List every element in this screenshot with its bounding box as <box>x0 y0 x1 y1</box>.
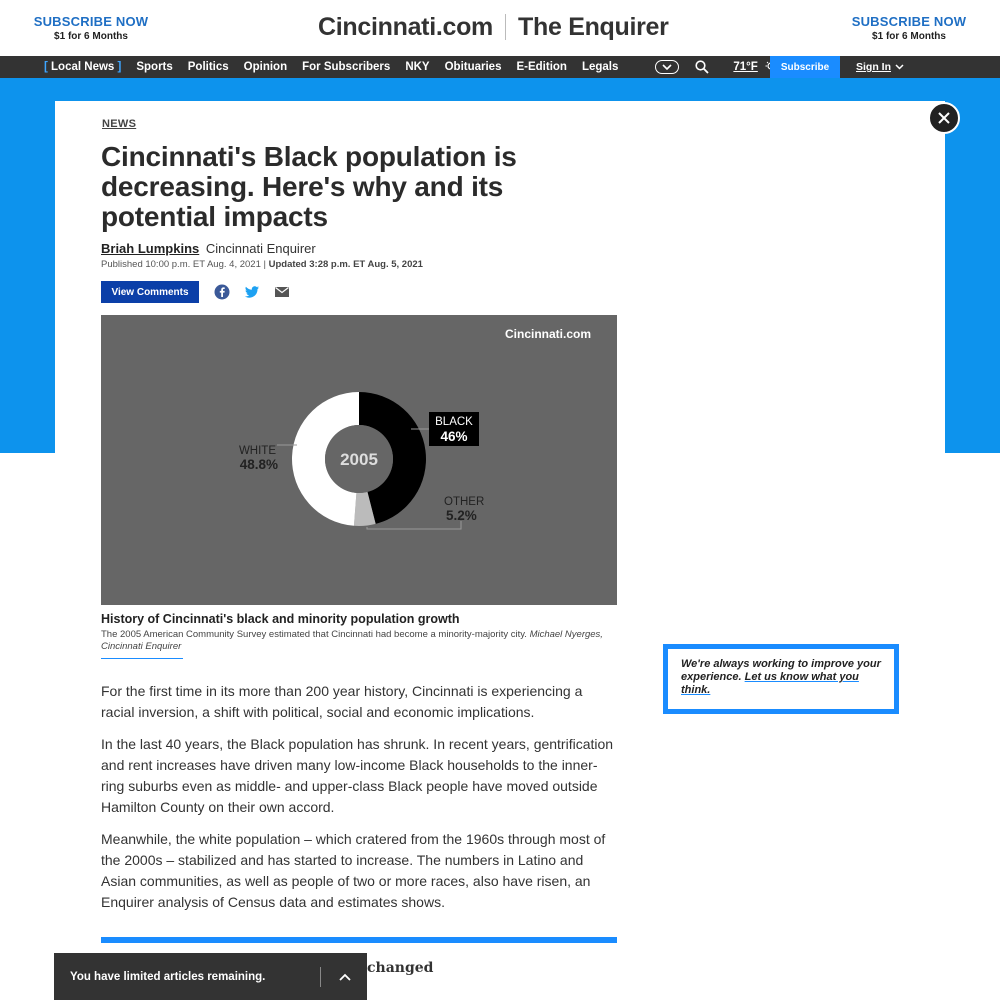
dates-divider: | <box>263 259 269 270</box>
masthead-logo[interactable] <box>318 10 669 44</box>
article-body <box>101 118 617 943</box>
feedback-text: We're always working to improve your experience. <box>681 658 881 683</box>
caption-credit: Michael Nyerges, Cincinnati Enquirer <box>101 629 603 652</box>
subscribe-promo-offer[interactable]: $1 for 6 Months <box>872 31 946 42</box>
subscribe-promo-left[interactable] <box>26 14 156 42</box>
nav-item-obituaries[interactable]: Obituaries <box>444 61 502 73</box>
donut-center-label: 2005 <box>340 450 378 469</box>
slice-value-other: 5.2% <box>446 508 477 523</box>
email-icon[interactable] <box>274 284 290 300</box>
main-nav <box>0 56 1000 78</box>
top-header <box>0 0 1000 56</box>
nav-subscribe-button[interactable]: Subscribe <box>770 56 840 78</box>
article-actions <box>101 281 617 303</box>
figure-caption <box>101 629 617 652</box>
article-paragraph: In the last 40 years, the Black population has shrunk. In recent years, gentrification and rent increases have driven many low-income Black households to the inner-ring suburbs even as middle- and upper-class Black people have moved outside Hamilton County on their own accord. <box>101 736 614 815</box>
article-paragraph: Meanwhile, the white population – which cratered from the 1960s through most of the 2000s – stabilized and has started to increase. The numbers in Latino and Asian communities, as well as people of two or more races, also have risen, an Enquirer analysis of Census data and estimates shows. <box>101 831 606 910</box>
nav-item-opinion[interactable]: Opinion <box>243 61 288 73</box>
published-date: Published 10:00 p.m. ET Aug. 4, 2021 <box>101 259 261 270</box>
close-icon[interactable] <box>938 112 950 124</box>
paywall-text: You have limited articles remaining. <box>70 970 266 983</box>
facebook-icon[interactable] <box>214 284 230 300</box>
section-label[interactable]: NEWS <box>102 118 137 130</box>
sign-in-label[interactable]: Sign In <box>856 61 891 73</box>
feedback-link[interactable]: Let us know what you think. <box>681 671 859 696</box>
nav-item-local-news[interactable]: [ Local News ] <box>44 61 122 73</box>
more-menu-chevron-icon[interactable] <box>655 60 679 74</box>
caption-text: The 2005 American Community Survey estimated that Cincinnati had become a minority-majority city. <box>101 629 527 640</box>
figure-brand-watermark: Cincinnati.com <box>504 327 591 341</box>
byline <box>101 241 617 256</box>
nav-item-legals[interactable]: Legals <box>581 61 619 73</box>
nav-item-sports[interactable]: Sports <box>136 61 173 73</box>
feedback-box <box>663 644 899 714</box>
paywall-bar[interactable] <box>54 953 367 1000</box>
nav-item-e-edition[interactable]: E-Edition <box>516 61 567 73</box>
subscribe-promo-title[interactable]: SUBSCRIBE NOW <box>851 14 967 29</box>
slice-label-other: OTHER <box>444 496 485 508</box>
article-headline: Cincinnati's Black population is decreasing. Here's why and its potential impacts <box>101 141 517 232</box>
article-dates <box>101 259 617 270</box>
updated-date: Updated 3:28 p.m. ET Aug. 5, 2021 <box>268 259 423 270</box>
search-icon[interactable] <box>695 60 709 74</box>
subscribe-promo-title[interactable]: SUBSCRIBE NOW <box>33 14 149 29</box>
subscribe-promo-right[interactable] <box>844 14 974 42</box>
sign-in-menu[interactable] <box>856 56 904 78</box>
slice-value-black: 46% <box>440 429 468 444</box>
chevron-up-icon[interactable] <box>339 973 351 981</box>
masthead-divider <box>505 14 506 40</box>
twitter-icon[interactable] <box>244 284 260 300</box>
subscribe-promo-offer[interactable]: $1 for 6 Months <box>54 31 128 42</box>
author-link[interactable]: Briah Lumpkins <box>101 241 200 256</box>
next-heading-fragment: changed <box>367 960 434 976</box>
article-paragraph: For the first time in its more than 200 year history, Cincinnati is experiencing a racial inversion, a shift with political, social and economic implications. <box>101 683 583 720</box>
chevron-down-icon[interactable] <box>895 64 904 70</box>
nav-item-politics[interactable]: Politics <box>187 61 229 73</box>
slice-label-black: BLACK <box>435 416 473 428</box>
slice-label-white: WHITE <box>238 445 276 457</box>
paywall-divider <box>320 967 321 987</box>
brand-secondary[interactable]: The Enquirer <box>518 12 669 41</box>
nav-item-nky[interactable]: NKY <box>405 61 430 73</box>
caption-title: History of Cincinnati's black and minority population growth <box>101 612 460 626</box>
caption-rule <box>101 658 183 659</box>
section-rule <box>101 937 617 943</box>
nav-item-label[interactable]: Local News <box>51 61 115 73</box>
close-button[interactable] <box>928 102 960 134</box>
slice-value-white: 48.8% <box>239 457 278 472</box>
nav-item-for-subscribers[interactable]: For Subscribers <box>302 61 391 73</box>
author-organization: Cincinnati Enquirer <box>205 241 316 256</box>
brand-primary[interactable]: Cincinnati.com <box>318 12 493 41</box>
view-comments-button[interactable]: View Comments <box>101 281 199 303</box>
donut-chart <box>101 315 617 605</box>
weather-temperature[interactable]: 71°F <box>733 61 758 73</box>
article-figure[interactable] <box>101 315 617 605</box>
